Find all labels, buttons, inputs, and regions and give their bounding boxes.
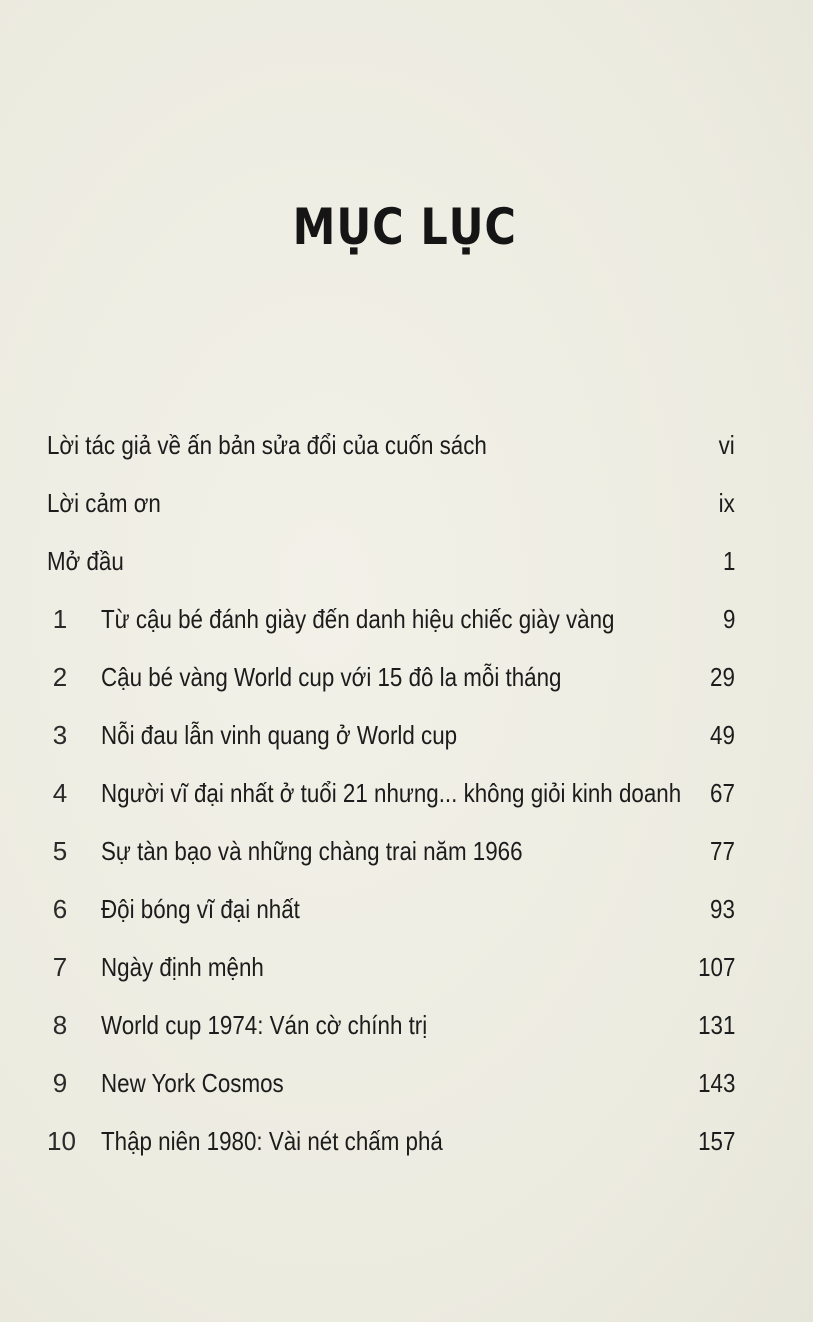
toc-page-number: 131	[697, 1010, 735, 1040]
toc-entry-label: Lời cảm ơn	[47, 488, 161, 518]
chapter-title: Thập niên 1980: Vài nét chấm phá	[101, 1126, 443, 1156]
toc-page-number: 77	[710, 836, 735, 866]
toc-front-row	[47, 483, 735, 541]
toc-page-number: 67	[710, 778, 735, 808]
chapter-title: Ngày định mệnh	[101, 952, 264, 982]
table-of-contents	[47, 425, 735, 1179]
toc-chapter-row	[47, 657, 735, 715]
chapter-title: Nỗi đau lẫn vinh quang ở World cup	[101, 720, 458, 750]
toc-entry-label: Mở đầu	[47, 546, 124, 576]
chapter-number: 4	[52, 778, 68, 808]
toc-page-number: 107	[697, 952, 735, 982]
chapter-title: New York Cosmos	[101, 1068, 284, 1098]
toc-chapter-row	[47, 1121, 735, 1179]
chapter-title: World cup 1974: Ván cờ chính trị	[101, 1010, 428, 1040]
toc-chapter-row	[47, 831, 735, 889]
toc-page-number: 29	[710, 662, 735, 692]
chapter-number: 1	[52, 604, 68, 634]
toc-entry-label: Lời tác giả về ấn bản sửa đổi của cuốn sách	[47, 430, 487, 460]
chapter-number: 3	[52, 720, 68, 750]
toc-page-number: 49	[710, 720, 735, 750]
toc-page-number: 157	[697, 1126, 735, 1156]
page-title: MỤC LỤC	[292, 198, 517, 256]
chapter-number: 2	[52, 662, 68, 692]
toc-page-number: ix	[718, 488, 735, 518]
chapter-number: 5	[52, 836, 68, 866]
chapter-title: Cậu bé vàng World cup với 15 đô la mỗi tháng	[101, 662, 562, 692]
chapter-number: 7	[52, 952, 68, 982]
chapter-title: Đội bóng vĩ đại nhất	[101, 894, 300, 924]
toc-chapter-row	[47, 1063, 735, 1121]
toc-page-number: 93	[710, 894, 735, 924]
toc-chapter-row	[47, 889, 735, 947]
toc-chapter-row	[47, 773, 735, 831]
chapter-title: Người vĩ đại nhất ở tuổi 21 nhưng... không giỏi kinh doanh	[101, 778, 682, 808]
toc-chapter-row	[47, 947, 735, 1005]
toc-chapter-row	[47, 715, 735, 773]
chapter-title: Từ cậu bé đánh giày đến danh hiệu chiếc giày vàng	[101, 604, 615, 634]
chapter-title: Sự tàn bạo và những chàng trai năm 1966	[101, 836, 523, 866]
chapter-number: 6	[52, 894, 68, 924]
chapter-number: 10	[47, 1126, 76, 1156]
toc-page-number: 9	[722, 604, 735, 634]
toc-front-row	[47, 425, 735, 483]
toc-page-number: vi	[718, 430, 735, 460]
toc-chapter-row	[47, 1005, 735, 1063]
toc-front-row	[47, 541, 735, 599]
chapter-number: 9	[52, 1068, 68, 1098]
toc-page-number: 143	[697, 1068, 735, 1098]
chapter-number: 8	[52, 1010, 68, 1040]
toc-page-number: 1	[722, 546, 735, 576]
toc-chapter-row	[47, 599, 735, 657]
